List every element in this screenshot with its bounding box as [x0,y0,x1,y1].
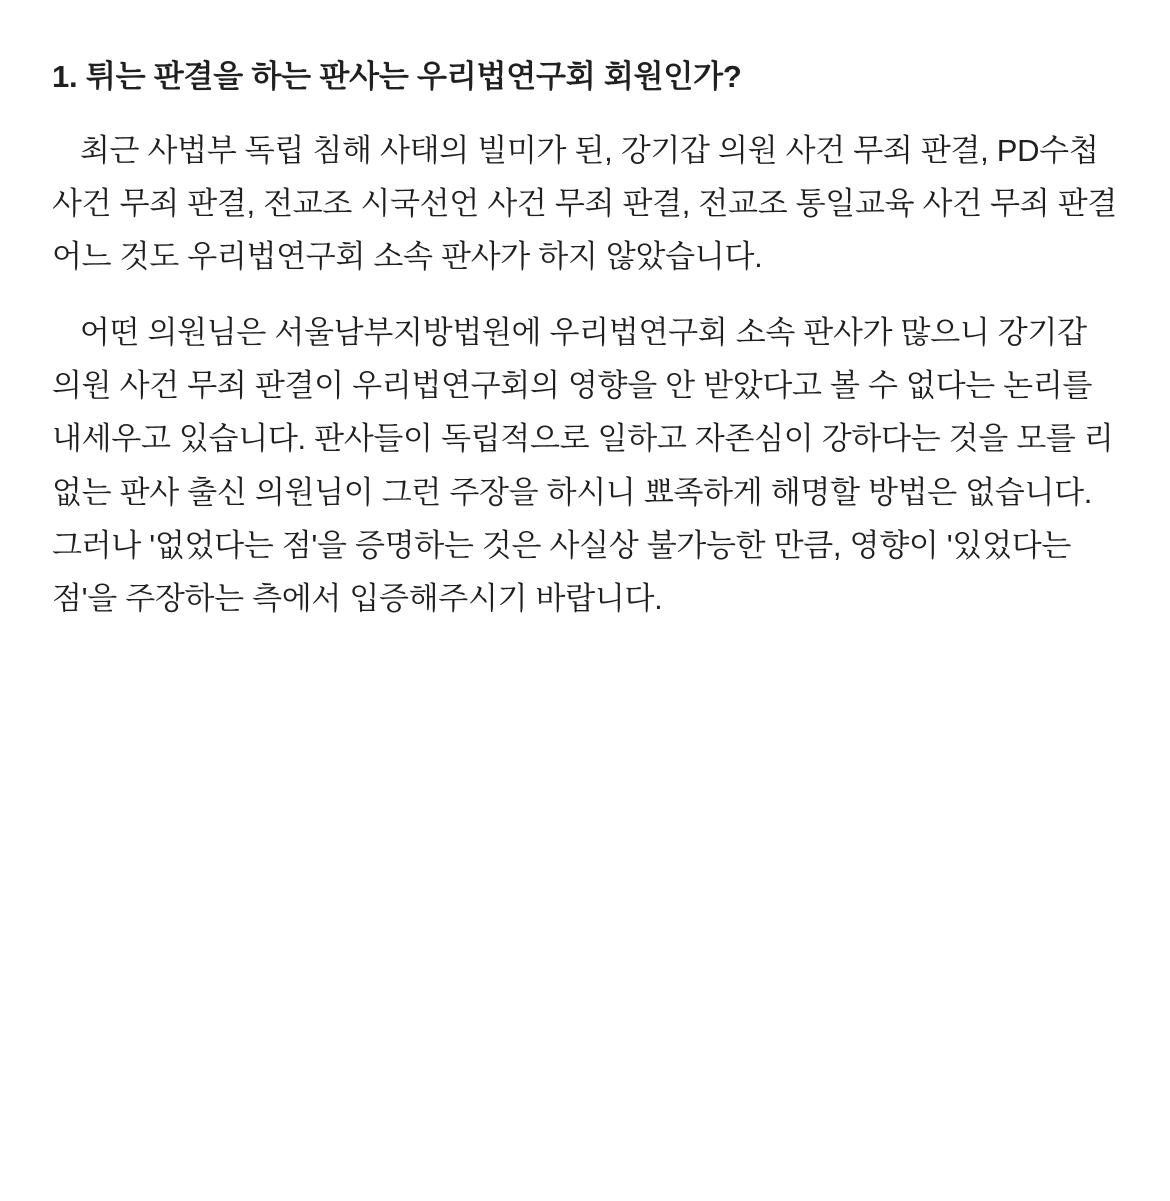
body-paragraph-1: 최근 사법부 독립 침해 사태의 빌미가 된, 강기갑 의원 사건 무죄 판결, PD수첩 사건 무죄 판결, 전교조 시국선언 사건 무죄 판결, 전교조 통일교육 사건 무죄 판결 어느 것도 우리법연구회 소속 판사가 하지 않았습니다. [52,132,1118,275]
page-title: 1. 튀는 판결을 하는 판사는 우리법연구회 회원인가? [52,59,742,94]
body-paragraph-2: 어떤 의원님은 서울남부지방법원에 우리법연구회 소속 판사가 많으니 강기갑 의원 사건 무죄 판결이 우리법연구회의 영향을 안 받았다고 볼 수 없다는 논리를 내세우고 있습니다. 판사들이 독립적으로 일하고 자존심이 강하다는 것을 모를 리 없는 판사 출신 의원님이 그런 주장을 하시니 뾰족하게 해명할 방법은 없습니다. 그러나 '없었다는 점'을 증명하는 것은 사실상 불가능한 만큼, 영향이 '있었다는 점'을 주장하는 측에서 입증해주시기 바랍니다. [52,314,1114,617]
